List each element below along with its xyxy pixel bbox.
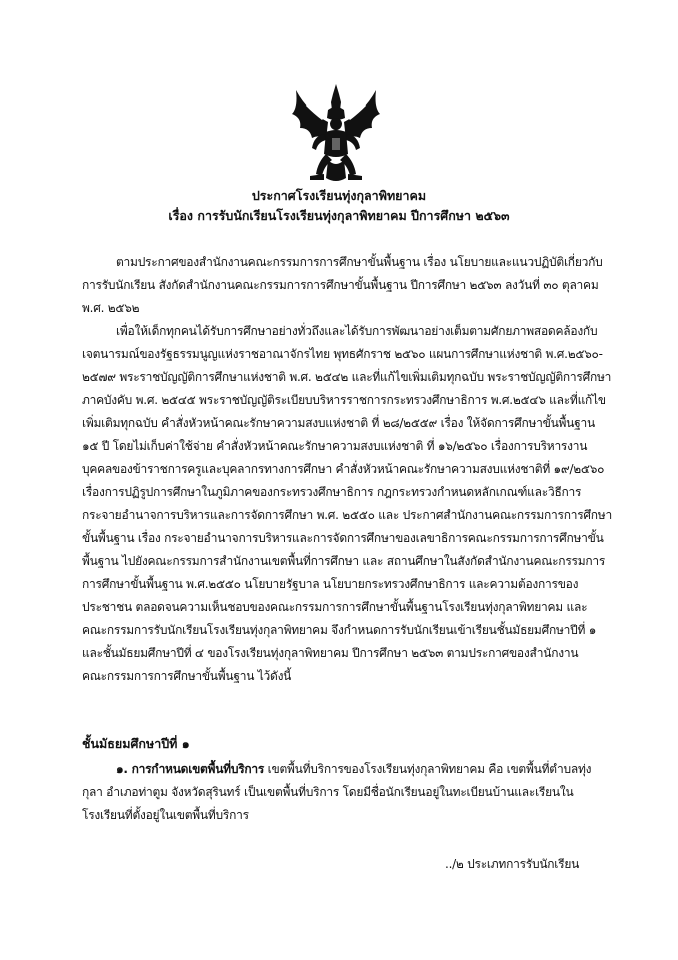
paragraph-line: ๒๕๗๙ พระราชบัญญัติการศึกษาแห่งชาติ พ.ศ. ๒๕๔๒ และที่แก้ไขเพิ่มเติมทุกฉบับ พระราชบัญญัติการศึกษา bbox=[82, 370, 612, 384]
section-heading-grade-7: ชั้นมัธยมศึกษาปีที่ ๑ bbox=[82, 736, 190, 751]
paragraph-line: บุคคลของข้าราชการครูและบุคลากรทางการศึกษา คำสั่งหัวหน้าคณะรักษาความสงบแห่งชาติที่ ๑๙/๒๕๖๐ bbox=[82, 462, 605, 476]
paragraph-line: ภาคบังคับ พ.ศ. ๒๕๔๕ พระราชบัญญัติระเบียบบริหารราชการกระทรวงศึกษาธิการ พ.ศ.๒๕๔๖ และที่แก้ไข bbox=[82, 393, 606, 407]
paragraph-line: การศึกษาขั้นพื้นฐาน พ.ศ.๒๕๕๐ นโยบายรัฐบาล นโยบายกระทรวงศึกษาธิการ และความต้องการของ bbox=[82, 577, 579, 591]
paragraph-line: กระจายอำนาจการบริหารและการจัดการศึกษา พ.ศ. ๒๕๕๐ และ ประกาศสำนักงานคณะกรรมการการศึกษา bbox=[82, 508, 612, 522]
paragraph-line: ๑๕ ปี โดยไม่เก็บค่าใช้จ่าย คำสั่งหัวหน้าคณะรักษาความสงบแห่งชาติ ที่ ๑๖/๒๕๖๐ เรื่องการบริหารงาน bbox=[82, 439, 588, 453]
paragraph-line: เพื่อให้เด็กทุกคนได้รับการศึกษาอย่างทั่วถึงและได้รับการพัฒนาอย่างเต็มตามศักยภาพสอดคล้องกับ bbox=[116, 324, 598, 338]
garuda-emblem-icon bbox=[288, 82, 384, 186]
paragraph-line: พื้นฐาน ไปยังคณะกรรมการสำนักงานเขตพื้นที่การศึกษา และ สถานศึกษาในสังกัดสำนักงานคณะกรรมการ bbox=[82, 554, 606, 568]
paragraph-line: ขั้นพื้นฐาน เรื่อง กระจายอำนาจการบริหารและการจัดการศึกษาของเลขาธิการคณะกรรมการการศึกษาขั้น bbox=[82, 531, 604, 545]
continuation-note: ../๒ ประเภทการรับนักเรียน bbox=[445, 857, 580, 871]
paragraph-line: โรงเรียนที่ตั้งอยู่ในเขตพื้นที่บริการ bbox=[82, 808, 249, 822]
paragraph-line bbox=[116, 761, 591, 777]
paragraph-line: การรับนักเรียน สังกัดสำนักงานคณะกรรมการการศึกษาขั้นพื้นฐาน ปีการศึกษา ๒๕๖๓ ลงวันที่ ๓๐ ตุลาคม bbox=[82, 278, 599, 292]
paragraph-line: และชั้นมัธยมศึกษาปีที่ ๔ ของโรงเรียนทุ่งกุลาพิทยาคม ปีการศึกษา ๒๕๖๓ ตามประกาศของสำนักงาน bbox=[82, 646, 579, 660]
item-text: เขตพื้นที่บริการของโรงเรียนทุ่งกุลาพิทยาคม คือ เขตพื้นที่ตำบลทุ่ง bbox=[264, 762, 592, 776]
paragraph-line: คณะกรรมการรับนักเรียนโรงเรียนทุ่งกุลาพิทยาคม จึงกำหนดการรับนักเรียนเข้าเรียนชั้นมัธยมศึกษาปีที่ ๑ bbox=[82, 623, 597, 637]
announcement-title: ประกาศโรงเรียนทุ่งกุลาพิทยาคม bbox=[251, 188, 427, 203]
paragraph-line: ประชาชน ตลอดจนความเห็นชอบของคณะกรรมการการศึกษาขั้นพื้นฐานโรงเรียนทุ่งกุลาพิทยาคม และ bbox=[82, 600, 588, 614]
paragraph-line: พ.ศ. ๒๕๖๒ bbox=[82, 301, 140, 315]
paragraph-line: กุลา อำเภอท่าตูม จังหวัดสุรินทร์ เป็นเขตพื้นที่บริการ โดยมีชื่อนักเรียนอยู่ในทะเบียนบ้านและเรียนใน bbox=[82, 785, 574, 799]
paragraph-line: เจตนารมณ์ของรัฐธรรมนูญแห่งราชอาณาจักรไทย พุทธศักราช ๒๕๖๐ แผนการศึกษาแห่งชาติ พ.ศ.๒๕๖๐- bbox=[82, 347, 603, 361]
item-label: ๑. การกำหนดเขตพื้นที่บริการ bbox=[116, 762, 265, 776]
paragraph-line: เรื่องการปฏิรูปการศึกษาในภูมิภาคของกระทรวงศึกษาธิการ กฎกระทรวงกำหนดหลักเกณฑ์และวิธีการ bbox=[82, 485, 582, 499]
paragraph-line: เพิ่มเติมทุกฉบับ คำสั่งหัวหน้าคณะรักษาความสงบแห่งชาติ ที่ ๒๘/๒๕๕๙ เรื่อง ให้จัดการศึกษาขั้นพื้นฐาน bbox=[82, 416, 595, 430]
paragraph-line: ตามประกาศของสำนักงานคณะกรรมการการศึกษาขั้นพื้นฐาน เรื่อง นโยบายและแนวปฏิบัติเกี่ยวกับ bbox=[116, 255, 603, 269]
paragraph-line: คณะกรรมการการศึกษาขั้นพื้นฐาน ไว้ดังนี้ bbox=[82, 669, 292, 683]
announcement-subject: เรื่อง การรับนักเรียนโรงเรียนทุ่งกุลาพิทยาคม ปีการศึกษา ๒๕๖๓ bbox=[168, 208, 510, 223]
